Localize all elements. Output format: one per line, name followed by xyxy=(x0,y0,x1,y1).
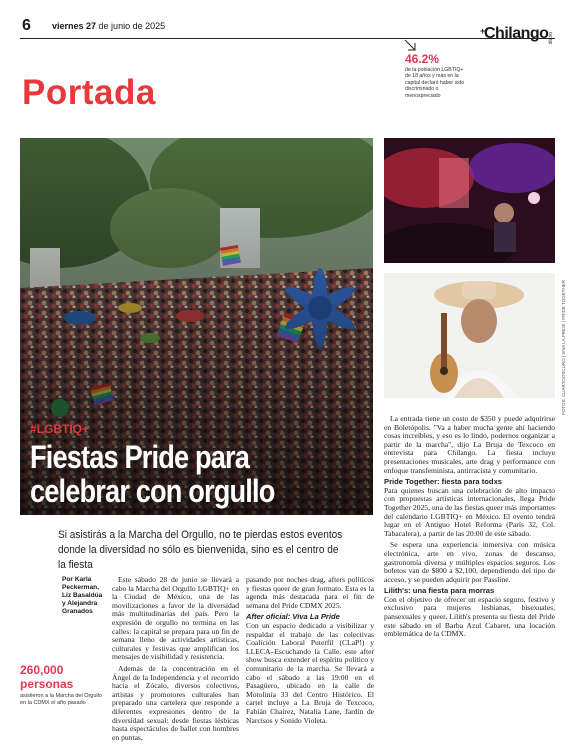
issue-day: viernes 27 xyxy=(52,21,97,31)
photo-credit: FOTOS: CUARTOOSCURO | VIVA LA PRIDE | PRIDE TOGETHER xyxy=(561,280,566,415)
paragraph: Para quienes buscan una celebración de alto impacto con propuestas artísticas internacionales, llega Pride Together 2025, una de las fiestas queer más importantes del calendario LGBTIQ+ en México. El evento tendrá lugar en el Antiguo Hotel Reforma (París 32, Col. Tabacalera), a partir de las 20:00 de este sábado. xyxy=(384,485,555,538)
brand-plus: + xyxy=(480,26,486,36)
party-photo xyxy=(384,138,555,263)
stat-description: de la población LGBTIQ+ de 18 años y más en la capital declaró haber sido discriminado o menospreciado xyxy=(405,67,465,99)
side-stat-description: asistieron a la Marcha del Orgullo en la CDMX el año pasado xyxy=(20,693,102,706)
side-stat-unit: personas xyxy=(20,677,74,691)
paragraph: Con un espacio dedicado a visibilizar y respaldar el trabajo de las colectivas Coalición Laboral Puterfil (CLaP!) y LLECA–Escuchando la Calle, este after show busca extender el espíritu político y comunitario de la marcha. Se llevará a cabo el sábado a las 19:00 en el Pasagüero, ubicado en la calle de Motolinía 33 del Centro Histórico. El cartel incluye a La Bruja de Texcoco, Fabián Chairez, Natalia Lane, Jardín de Narcisos y Sonido Violeta. xyxy=(246,620,374,725)
issue-date-rest: de junio de 2025 xyxy=(96,21,166,31)
musician-photo xyxy=(384,273,555,398)
headline: Fiestas Pride para celebrar con orgullo xyxy=(30,439,275,509)
article-column-3 xyxy=(384,415,555,642)
paragraph: Se espera una experiencia inmersiva con música electrónica, arte en vivo, zonas de descanso, gastronomía diversa y múltiples espacios seguros. Los boletos van de $800 a $2,100, dependiendo del tipo de acceso, y se pueden adquirir por Passline. xyxy=(384,540,555,584)
deck-subtitle: Si asistirás a la Marcha del Orgullo, no te pierdas estos eventos donde la diversidad no sólo es bienvenida, sino es el centro de la fiesta xyxy=(58,529,343,571)
issue-date xyxy=(52,21,165,31)
header-rule xyxy=(20,38,555,39)
subheading: After oficial: Viva La Pride xyxy=(246,612,340,622)
subheading: Pride Together: fiesta para todxs xyxy=(384,477,503,487)
article-column-2 xyxy=(246,576,374,728)
paragraph: Este sábado 28 de junio se llevará a cabo la Marcha del Orgullo LGBTIQ+ en la Ciudad de México, una de las movilizaciones a favor de la diversidad más multitudinarias del país. Pero la expresión de orgullo no termina en las calles: la capital se prepara para un fin de semana lleno de actividades artísticas, culturales y festivas que amplifican los mensajes de visibilidad y resistencia. xyxy=(112,575,239,662)
side-stat-number: 260,000 xyxy=(20,663,64,677)
section-title: Portada xyxy=(22,73,156,112)
headline-kicker: #LGBTIQ+ xyxy=(30,422,90,436)
stat-percentage: 46.2% xyxy=(405,52,440,66)
brand-suffix: diario xyxy=(548,32,554,45)
subheading: Lilith's: una fiesta para morras xyxy=(384,586,495,596)
page-number: 6 xyxy=(22,17,31,34)
article-column-1 xyxy=(112,576,239,745)
diagonal-arrow-icon xyxy=(403,38,417,52)
paragraph: pasando por noches drag, afters políticos y fiestas queer de gran formato. Esta es la agenda más destacada para el fin de semana del Pride CDMX 2025. xyxy=(246,575,374,610)
byline: Por Karla Peckerman, Liz Basaldúa y Alejandra Granados xyxy=(62,576,103,615)
brand-logo: Chilango xyxy=(484,25,549,42)
paragraph: La entrada tiene un costo de $350 y puede adquirirse en Boletópolis. "Va a haber mucha gente ahí haciendo cosas increíbles, y eso es lo lindo, podernos organizar a partir de la marcha", dijo La Bruja de Texcoco en entrevista para Chilango. La fiesta incluye presentaciones musicales, arte drag y performance con enfoque transfeminista, antirracista y comunitario. xyxy=(384,414,555,475)
paragraph: Además de la concentración en el Ángel de la Independencia y el recorrido hacia el Zócalo, diversos colectivos, artistas y promotores culturales han preparado una cartelera que responde a diferentes expresiones dentro de la diversidad sexual: desde fiestas lésbicas hasta espectáculos de ballet con hombres en puntas, xyxy=(112,663,239,742)
paragraph: Con el objetivo de ofrecer un espacio seguro, festivo y exclusivo para mujeres lesbianas, bisexuales, pansexuales y queer, Lilith's presenta su fiesta del Pride este sábado en el Barba Azul Cabaret, una locación emblemática de la CDMX. xyxy=(384,594,555,639)
